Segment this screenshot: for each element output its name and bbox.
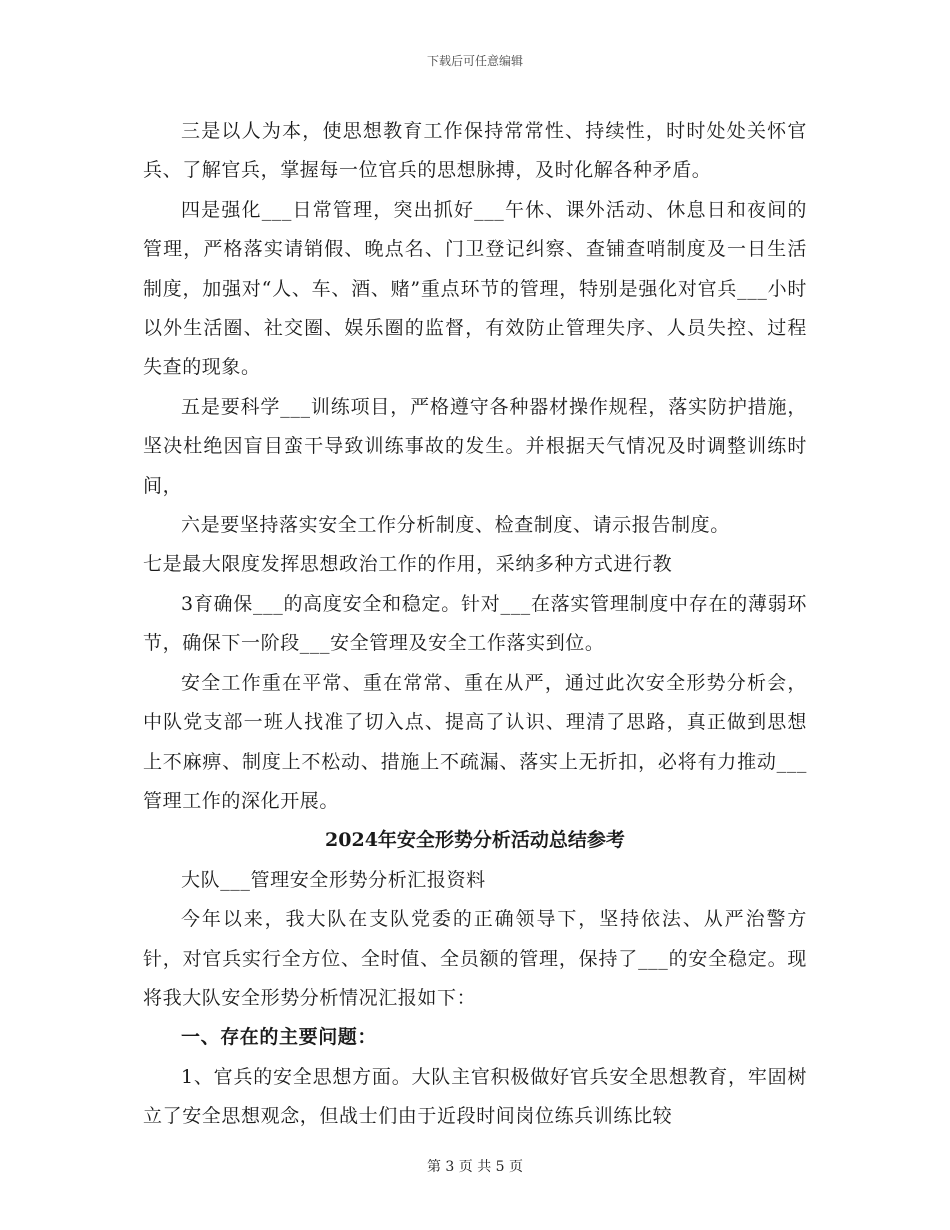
paragraph-five: 五是要科学___训练项目，严格遵守各种器材操作规程，落实防护措施，坚决杜绝因盲目蛮干导致训练事故的发生。并根据天气情况及时调整训练时间，	[143, 395, 807, 497]
report-title: 大队___管理安全形势分析汇报资料	[181, 868, 486, 891]
problem-paragraph-1: 1、官兵的安全思想方面。大队主官积极做好官兵安全思想教育，牢固树立了安全思想观念，但战士们由于近段时间岗位练兵训练比较	[143, 1065, 807, 1128]
intro-paragraph: 今年以来，我大队在支队党委的正确领导下，坚持依法、从严治警方针，对官兵实行全方位、全时值、全员额的管理，保持了___的安全稳定。现将我大队安全形势分析情况汇报如下：	[143, 908, 807, 1009]
document-body	[143, 112, 807, 1137]
paragraph-seven: 七是最大限度发挥思想政治工作的作用，采纳多种方式进行教	[143, 553, 673, 576]
subheading-problems: 一、存在的主要问题：	[181, 1026, 378, 1049]
page-number-footer: 第 3 页 共 5 页	[426, 1159, 524, 1175]
paragraph-six: 六是要坚持落实安全工作分析制度、检查制度、请示报告制度。	[181, 514, 730, 537]
paragraph-four: 四是强化___日常管理，突出抓好___午休、课外活动、休息日和夜间的管理，严格落实请销假、晚点名、门卫登记纠察、查铺查哨制度及一日生活制度，加强对“人、车、酒、赌”重点环节的管理，特别是强化对官兵___小时以外生活圈、社交圈、娱乐圈的监督，有效防止管理失序、人员失控、过程失查的现象。	[143, 198, 807, 379]
section-title: 2024年安全形势分析活动总结参考	[325, 829, 625, 852]
page-header: 下载后可任意编辑	[426, 54, 523, 68]
paragraph-seven-continued: 3育确保___的高度安全和稳定。针对___在落实管理制度中存在的薄弱环节，确保下一阶段___安全管理及安全工作落实到位。	[143, 592, 807, 655]
paragraph-summary: 安全工作重在平常、重在常常、重在从严，通过此次安全形势分析会，中队党支部一班人找准了切入点、提高了认识、理清了思路，真正做到思想上不麻痹、制度上不松动、措施上不疏漏、落实上无折扣，必将有力推动___管理工作的深化开展。	[143, 671, 807, 812]
paragraph-three: 三是以人为本，使思想教育工作保持常常性、持续性，时时处处关怀官兵、了解官兵，掌握每一位官兵的思想脉搏，及时化解各种矛盾。	[143, 120, 807, 182]
